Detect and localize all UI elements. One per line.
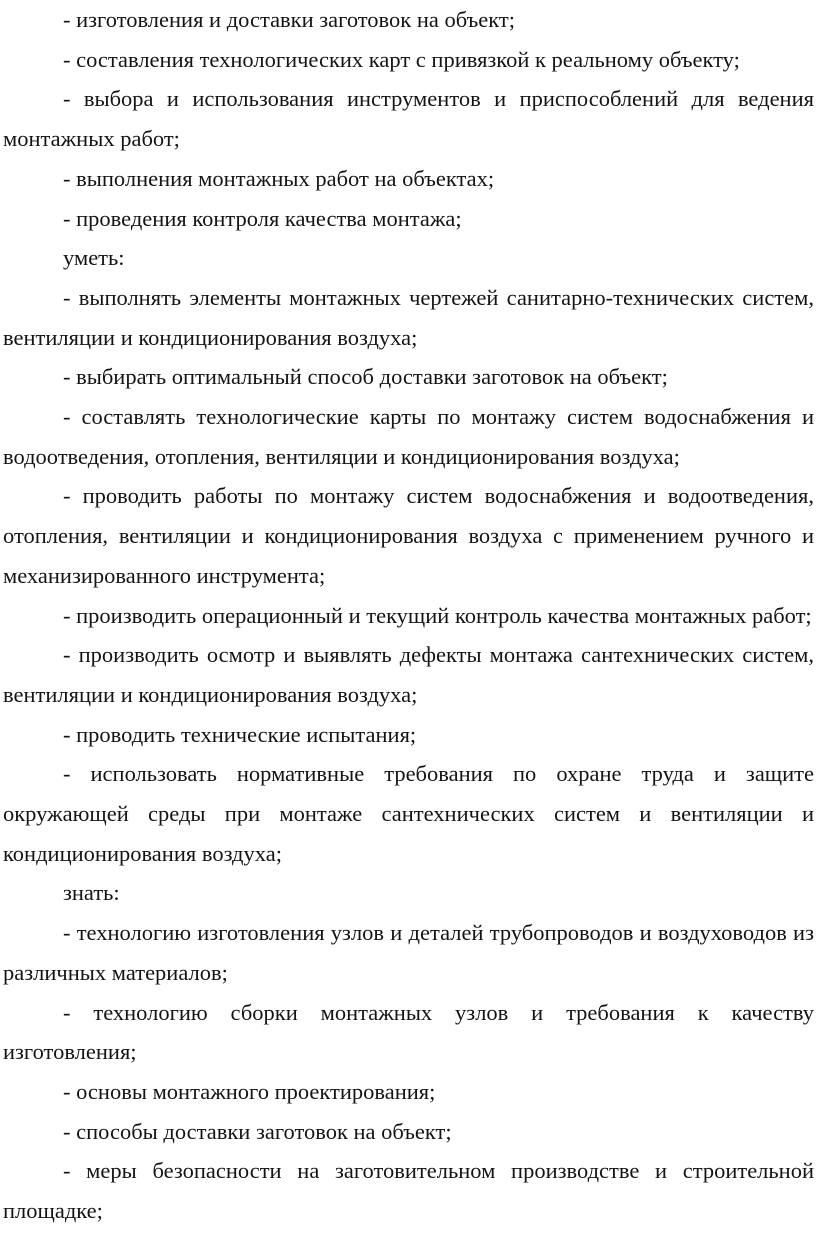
list-item-13: - использовать нормативные требования по охране труда и защите окружающей среды при монтаже сантехнических систем и вентиляции и кондиционирования воздуха;: [3, 761, 814, 866]
list-item-16: - основы монтажного проектирования;: [63, 1078, 436, 1104]
list-item-6: - выполнять элементы монтажных чертежей санитарно-технических систем, вентиляции и кондиционирования воздуха;: [3, 284, 814, 350]
list-item-7: - выбирать оптимальный способ доставки заготовок на объект;: [63, 364, 668, 390]
list-item-14: - технологию изготовления узлов и деталей трубопроводов и воздуховодов из различных материалов;: [3, 920, 814, 985]
list-item-17: - способы доставки заготовок на объект;: [63, 1118, 452, 1144]
list-item-15: - технологию сборки монтажных узлов и требования к качеству изготовления;: [3, 999, 814, 1065]
section-heading-umet: уметь:: [63, 245, 125, 271]
list-item-18: - меры безопасности на заготовительном производстве и строительной площадке;: [3, 1158, 814, 1224]
list-item-9: - проводить работы по монтажу систем водоснабжения и водоотведения, отопления, вентиляции и кондиционирования воздуха с применением ручного и механизированного инструмента;: [3, 483, 814, 588]
section-heading-znat: знать:: [63, 880, 120, 906]
list-item-1: - изготовления и доставки заготовок на объект;: [63, 7, 515, 32]
list-item-5: - проведения контроля качества монтажа;: [63, 205, 462, 231]
list-item-4: - выполнения монтажных работ на объектах;: [63, 165, 495, 191]
list-item-8: - составлять технологические карты по монтажу систем водоснабжения и водоотведения, отопления, вентиляции и кондиционирования воздуха;: [3, 404, 814, 469]
list-item-11: - производить осмотр и выявлять дефекты монтажа сантехнических систем, вентиляции и кондиционирования воздуха;: [3, 642, 814, 707]
list-item-12: - проводить технические испытания;: [63, 721, 417, 747]
list-item-3: - выбора и использования инструментов и приспособлений для ведения монтажных работ;: [3, 86, 814, 152]
list-item-10: - производить операционный и текущий контроль качества монтажных работ;: [63, 602, 812, 628]
document-page: [3, 0, 814, 1231]
list-item-2: - составления технологических карт с привязкой к реальному объекту;: [63, 46, 740, 72]
